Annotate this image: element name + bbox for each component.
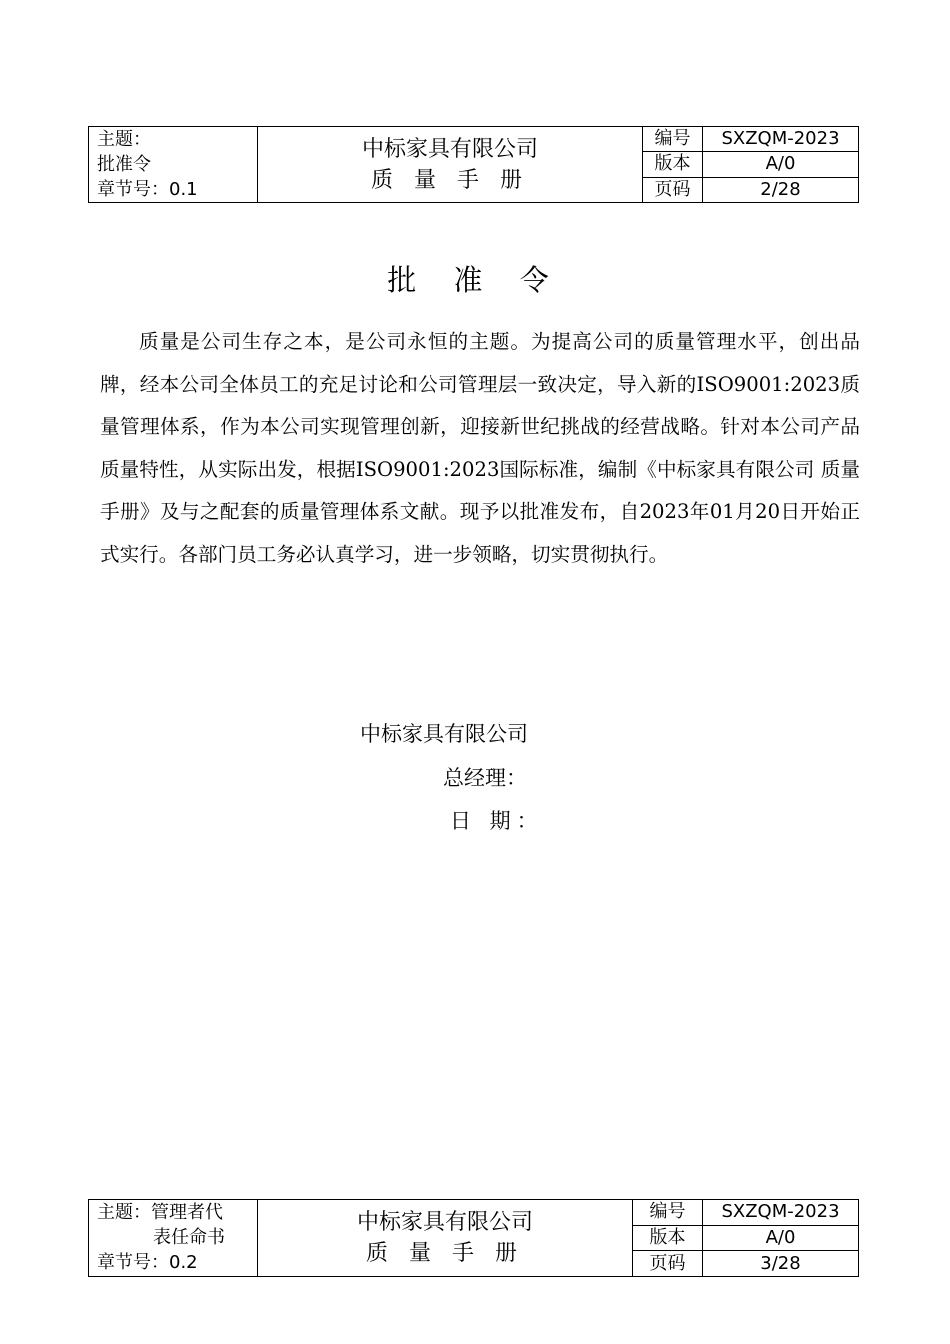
header-chapter: 章节号：0.2 xyxy=(97,1252,198,1273)
header-value-number: SXZQM-2023 xyxy=(703,1200,859,1226)
page-header-bottom xyxy=(88,1199,859,1277)
header-value-version: A/0 xyxy=(703,152,859,177)
header-value-number: SXZQM-2023 xyxy=(703,127,859,152)
header-value-page: 3/28 xyxy=(703,1251,859,1277)
signature-date: 日 期： xyxy=(450,809,544,833)
header-label-version: 版本 xyxy=(633,1225,703,1251)
header-manual: 质 量 手 册 xyxy=(366,1241,524,1266)
header-value-version: A/0 xyxy=(703,1225,859,1251)
header-label-version: 版本 xyxy=(643,152,703,177)
header-label-number: 编号 xyxy=(633,1200,703,1226)
header-manual: 质 量 手 册 xyxy=(371,167,529,193)
document-body: 质量是公司生存之本，是公司永恒的主题。为提高公司的质量管理水平，创出品牌，经本公司全体员工的充足讨论和公司管理层一致决定，导入新的ISO9001:2023质量管理体系，作为本公司实现管理创新，迎接新世纪挑战的经营战略。针对本公司产品质量特性，从实际出发，根据ISO9001:2023国际标准，编制《中标家具有限公司 质量手册》及与之配套的质量管理体系文献。现予以批准发布，自2023年01月20日开始正式实行。各部门员工务必认真学习，进一步领略，切实贯彻执行。 xyxy=(100,330,860,566)
header-subject-cell xyxy=(89,1200,258,1277)
signature-manager: 总经理： xyxy=(443,766,527,790)
header-company: 中标家具有限公司 xyxy=(356,1210,533,1235)
header-label-page: 页码 xyxy=(633,1251,703,1277)
signature-company: 中标家具有限公司 xyxy=(360,722,528,746)
header-chapter: 章节号：0.1 xyxy=(97,179,198,200)
header-label-page: 页码 xyxy=(643,177,703,202)
header-subject-cell xyxy=(89,127,258,203)
header-subject-value: 表任命书 xyxy=(153,1227,225,1248)
page-header-top xyxy=(88,126,859,203)
header-subject-value: 批准令 xyxy=(97,154,151,175)
document-title: 批 准 令 xyxy=(387,263,563,297)
header-title-cell xyxy=(258,1200,633,1277)
header-company: 中标家具有限公司 xyxy=(361,136,538,162)
header-subject-line: 主题： xyxy=(97,129,151,150)
header-value-page: 2/28 xyxy=(703,177,859,202)
header-subject-line: 主题：管理者代 xyxy=(97,1202,223,1223)
header-label-number: 编号 xyxy=(643,127,703,152)
header-title-cell xyxy=(258,127,643,203)
